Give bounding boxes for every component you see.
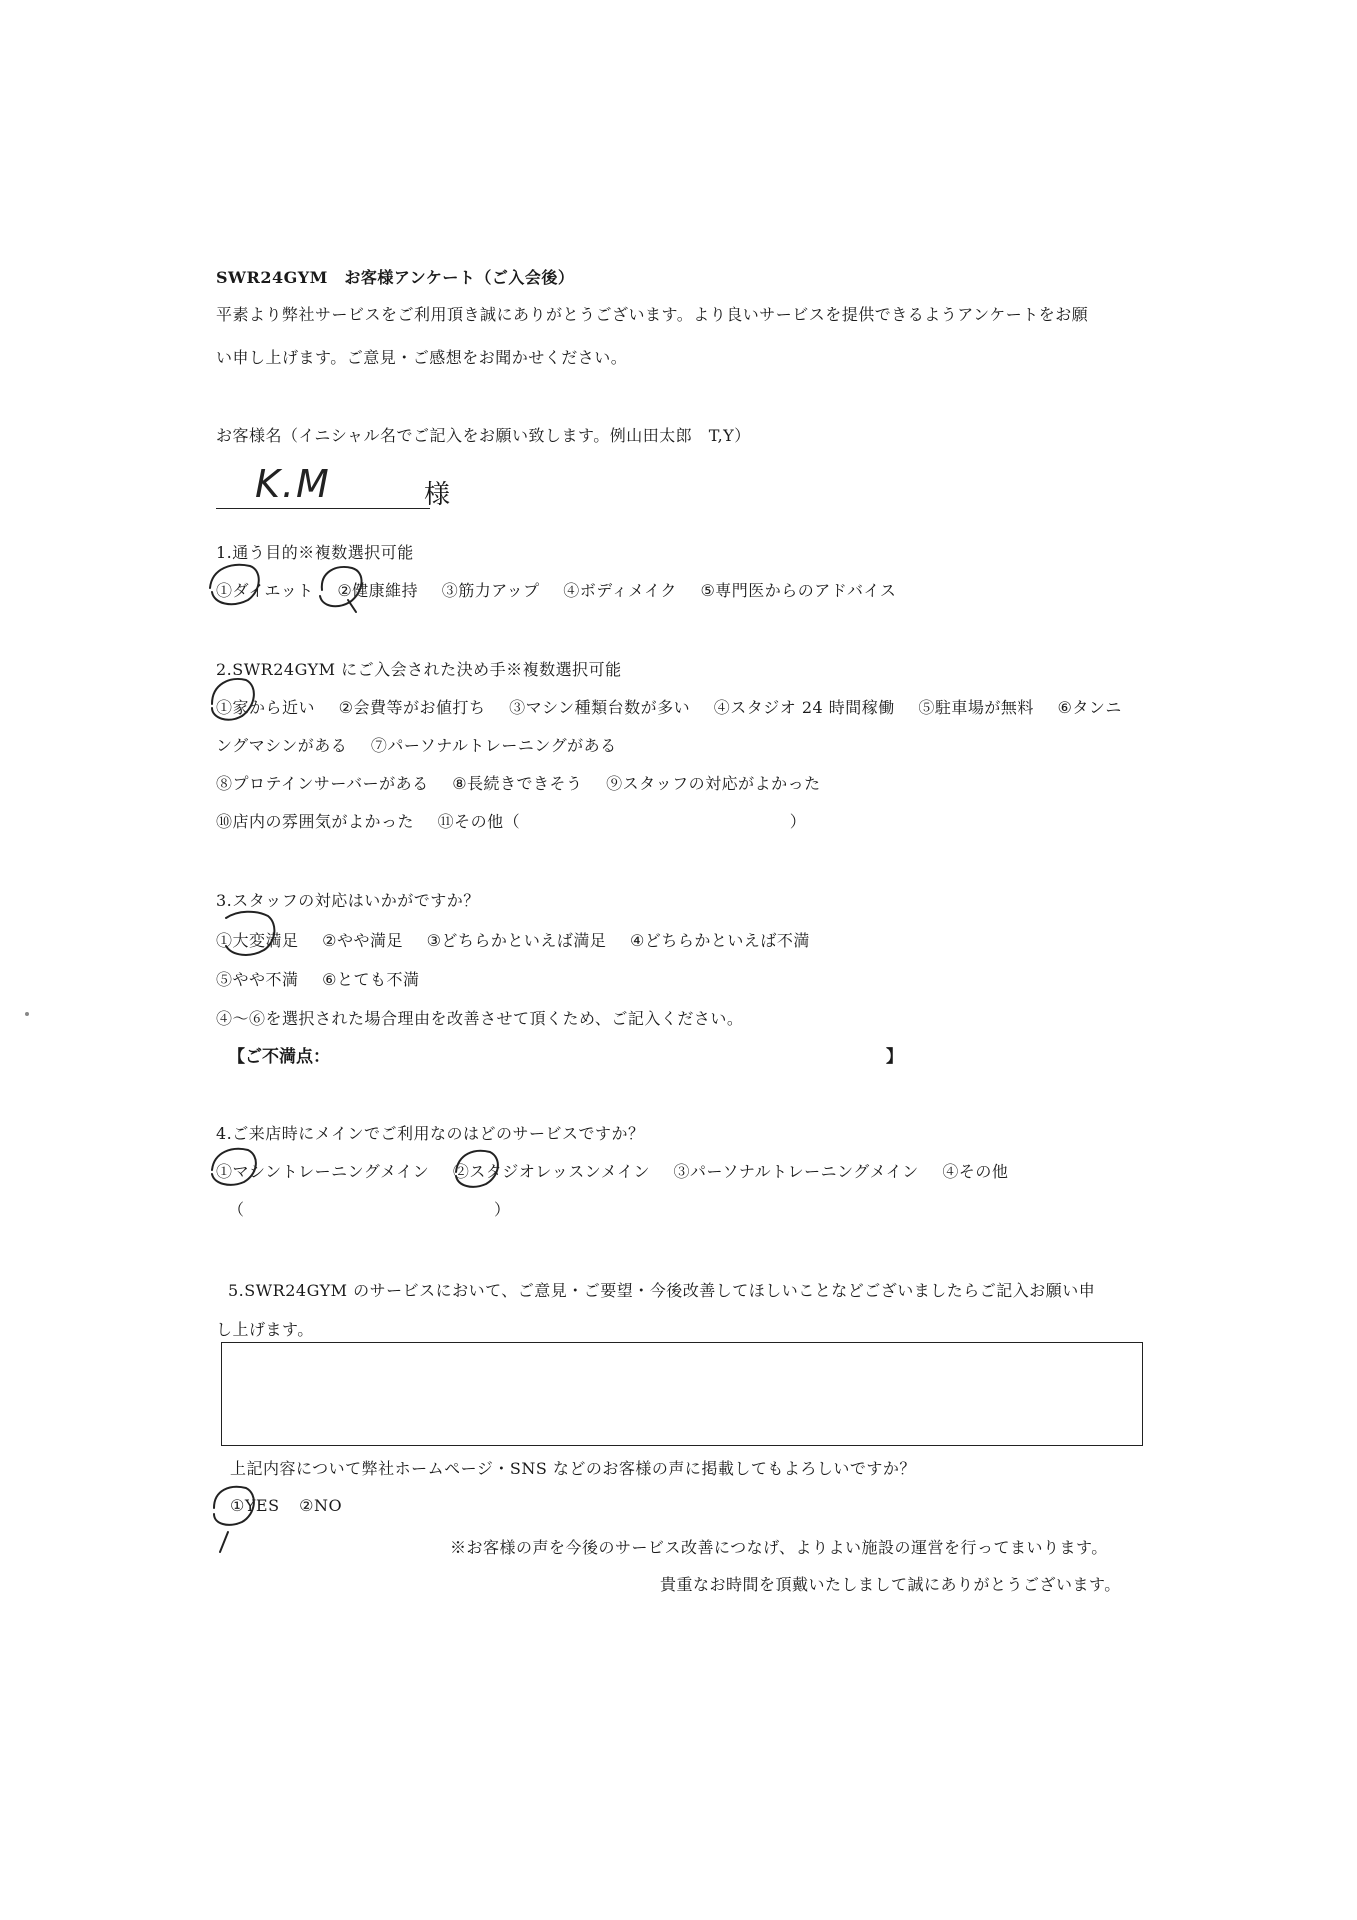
q2-option-8a[interactable]: ⑧プロテインサーバーがある (216, 774, 429, 793)
q3-option-5[interactable]: ⑤やや不満 (216, 970, 299, 989)
q3-note: ④～⑥を選択された場合理由を改善させて頂くため、ご記入ください。 (216, 1009, 744, 1028)
q2-option-8b[interactable]: ⑧長続きできそう (452, 774, 583, 793)
q2-options-row-1 (216, 695, 1140, 718)
q2-option-9[interactable]: ⑨スタッフの対応がよかった (606, 774, 821, 793)
customer-name-handwritten[interactable]: K.M (255, 462, 331, 506)
q4-option-2[interactable]: ②スタジオレッスンメイン (452, 1162, 650, 1181)
q2-options-row-3 (216, 771, 839, 794)
q2-option-2[interactable]: ②会費等がお値打ち (338, 698, 486, 717)
q1-option-4[interactable]: ④ボディメイク (563, 581, 677, 600)
q3-option-3[interactable]: ③どちらかといえば満足 (426, 931, 607, 950)
q1-option-5[interactable]: ⑤専門医からのアドバイス (700, 581, 897, 600)
customer-name-label: お客様名（イニシャル名でご記入をお願い致します。例山田太郎 T,Y） (216, 426, 751, 445)
q2-options-row-4 (216, 809, 806, 832)
q1-options (216, 578, 914, 601)
footer-note-1: ※お客様の声を今後のサービス改善につなげ、よりよい施設の運営を行ってまいります。 (450, 1538, 1108, 1557)
survey-title: SWR24GYM お客様アンケート（ご入会後） (216, 268, 575, 287)
q5-comment-box[interactable] (221, 1342, 1143, 1446)
q1-question: 1.通う目的※複数選択可能 (216, 543, 414, 562)
q3-dissatisfaction-close: 】 (886, 1047, 903, 1067)
q2-option-10[interactable]: ⑩店内の雰囲気がよかった (216, 812, 415, 831)
q3-dissatisfaction-label: 【ご不満点： (228, 1047, 330, 1067)
q1-option-3[interactable]: ③筋力アップ (441, 581, 540, 600)
customer-name-underline (216, 508, 430, 509)
q4-option-4[interactable]: ④その他 (942, 1162, 1009, 1181)
q2-option-11-close: ） (789, 812, 807, 831)
q4-option-3[interactable]: ③パーソナルトレーニングメイン (673, 1162, 919, 1181)
q4-option-1[interactable]: ①マシントレーニングメイン (216, 1162, 430, 1181)
q5-question-line-1: 5.SWR24GYM のサービスにおいて、ご意見・ご要望・今後改善してほしいことなどございましたらご記入お願い申 (228, 1281, 1096, 1300)
q3-options-row-1 (216, 928, 828, 951)
q2-option-5[interactable]: ⑤駐車場が無料 (918, 698, 1034, 717)
intro-line-2: い申し上げます。ご意見・ご感想をお聞かせください。 (216, 348, 628, 367)
scan-speck (25, 1012, 29, 1016)
publish-options (230, 1496, 342, 1515)
footer-note-2: 貴重なお時間を頂戴いたしまして誠にありがとうございます。 (660, 1575, 1121, 1594)
q2-question: 2.SWR24GYM にご入会された決め手※複数選択可能 (216, 660, 622, 679)
q3-option-6[interactable]: ⑥とても不満 (322, 970, 420, 989)
q2-option-7[interactable]: ⑦パーソナルトレーニングがある (370, 736, 617, 755)
q2-options-row-2 (216, 733, 635, 756)
q3-dissatisfaction-field[interactable] (340, 1042, 880, 1064)
q2-option-4[interactable]: ④スタジオ 24 時間稼働 (713, 698, 895, 717)
q1-option-2[interactable]: ②健康維持 (337, 581, 419, 600)
q4-question: 4.ご来店時にメインでご利用なのはどのサービスですか？ (216, 1124, 645, 1143)
q2-option-11[interactable]: ⑪その他（ (437, 812, 521, 831)
publish-yes-option[interactable]: ①YES (230, 1496, 280, 1515)
q5-question-line-2: し上げます。 (216, 1320, 314, 1339)
q4-other-open: （ (228, 1200, 245, 1219)
q4-other-field[interactable] (250, 1197, 486, 1219)
q4-options (216, 1159, 1026, 1182)
intro-line-1: 平素より弊社サービスをご利用頂き誠にありがとうございます。より良いサービスを提供できるようアンケートをお願 (216, 305, 1089, 324)
q1-option-1[interactable]: ①ダイエット (216, 581, 314, 600)
publish-no-option[interactable]: ②NO (299, 1496, 343, 1515)
q2-option-1[interactable]: ①家から近い (216, 698, 316, 717)
q2-option-6[interactable]: ⑥タンニ (1057, 698, 1122, 717)
q2-option-3[interactable]: ③マシン種類台数が多い (509, 698, 691, 717)
q3-option-2[interactable]: ②やや満足 (322, 931, 403, 950)
q4-other-close: ） (494, 1200, 511, 1219)
q3-option-1[interactable]: ①大変満足 (216, 931, 299, 950)
q3-options-row-2 (216, 967, 437, 990)
q2-option-6-cont[interactable]: ングマシンがある (216, 736, 348, 755)
customer-name-suffix: 様 (424, 480, 451, 510)
q3-option-4[interactable]: ④どちらかといえば不満 (630, 931, 810, 950)
publish-question: 上記内容について弊社ホームページ・SNS などのお客様の声に掲載してもよろしいですか？ (230, 1459, 916, 1478)
q3-question: 3.スタッフの対応はいかがですか？ (216, 891, 480, 910)
